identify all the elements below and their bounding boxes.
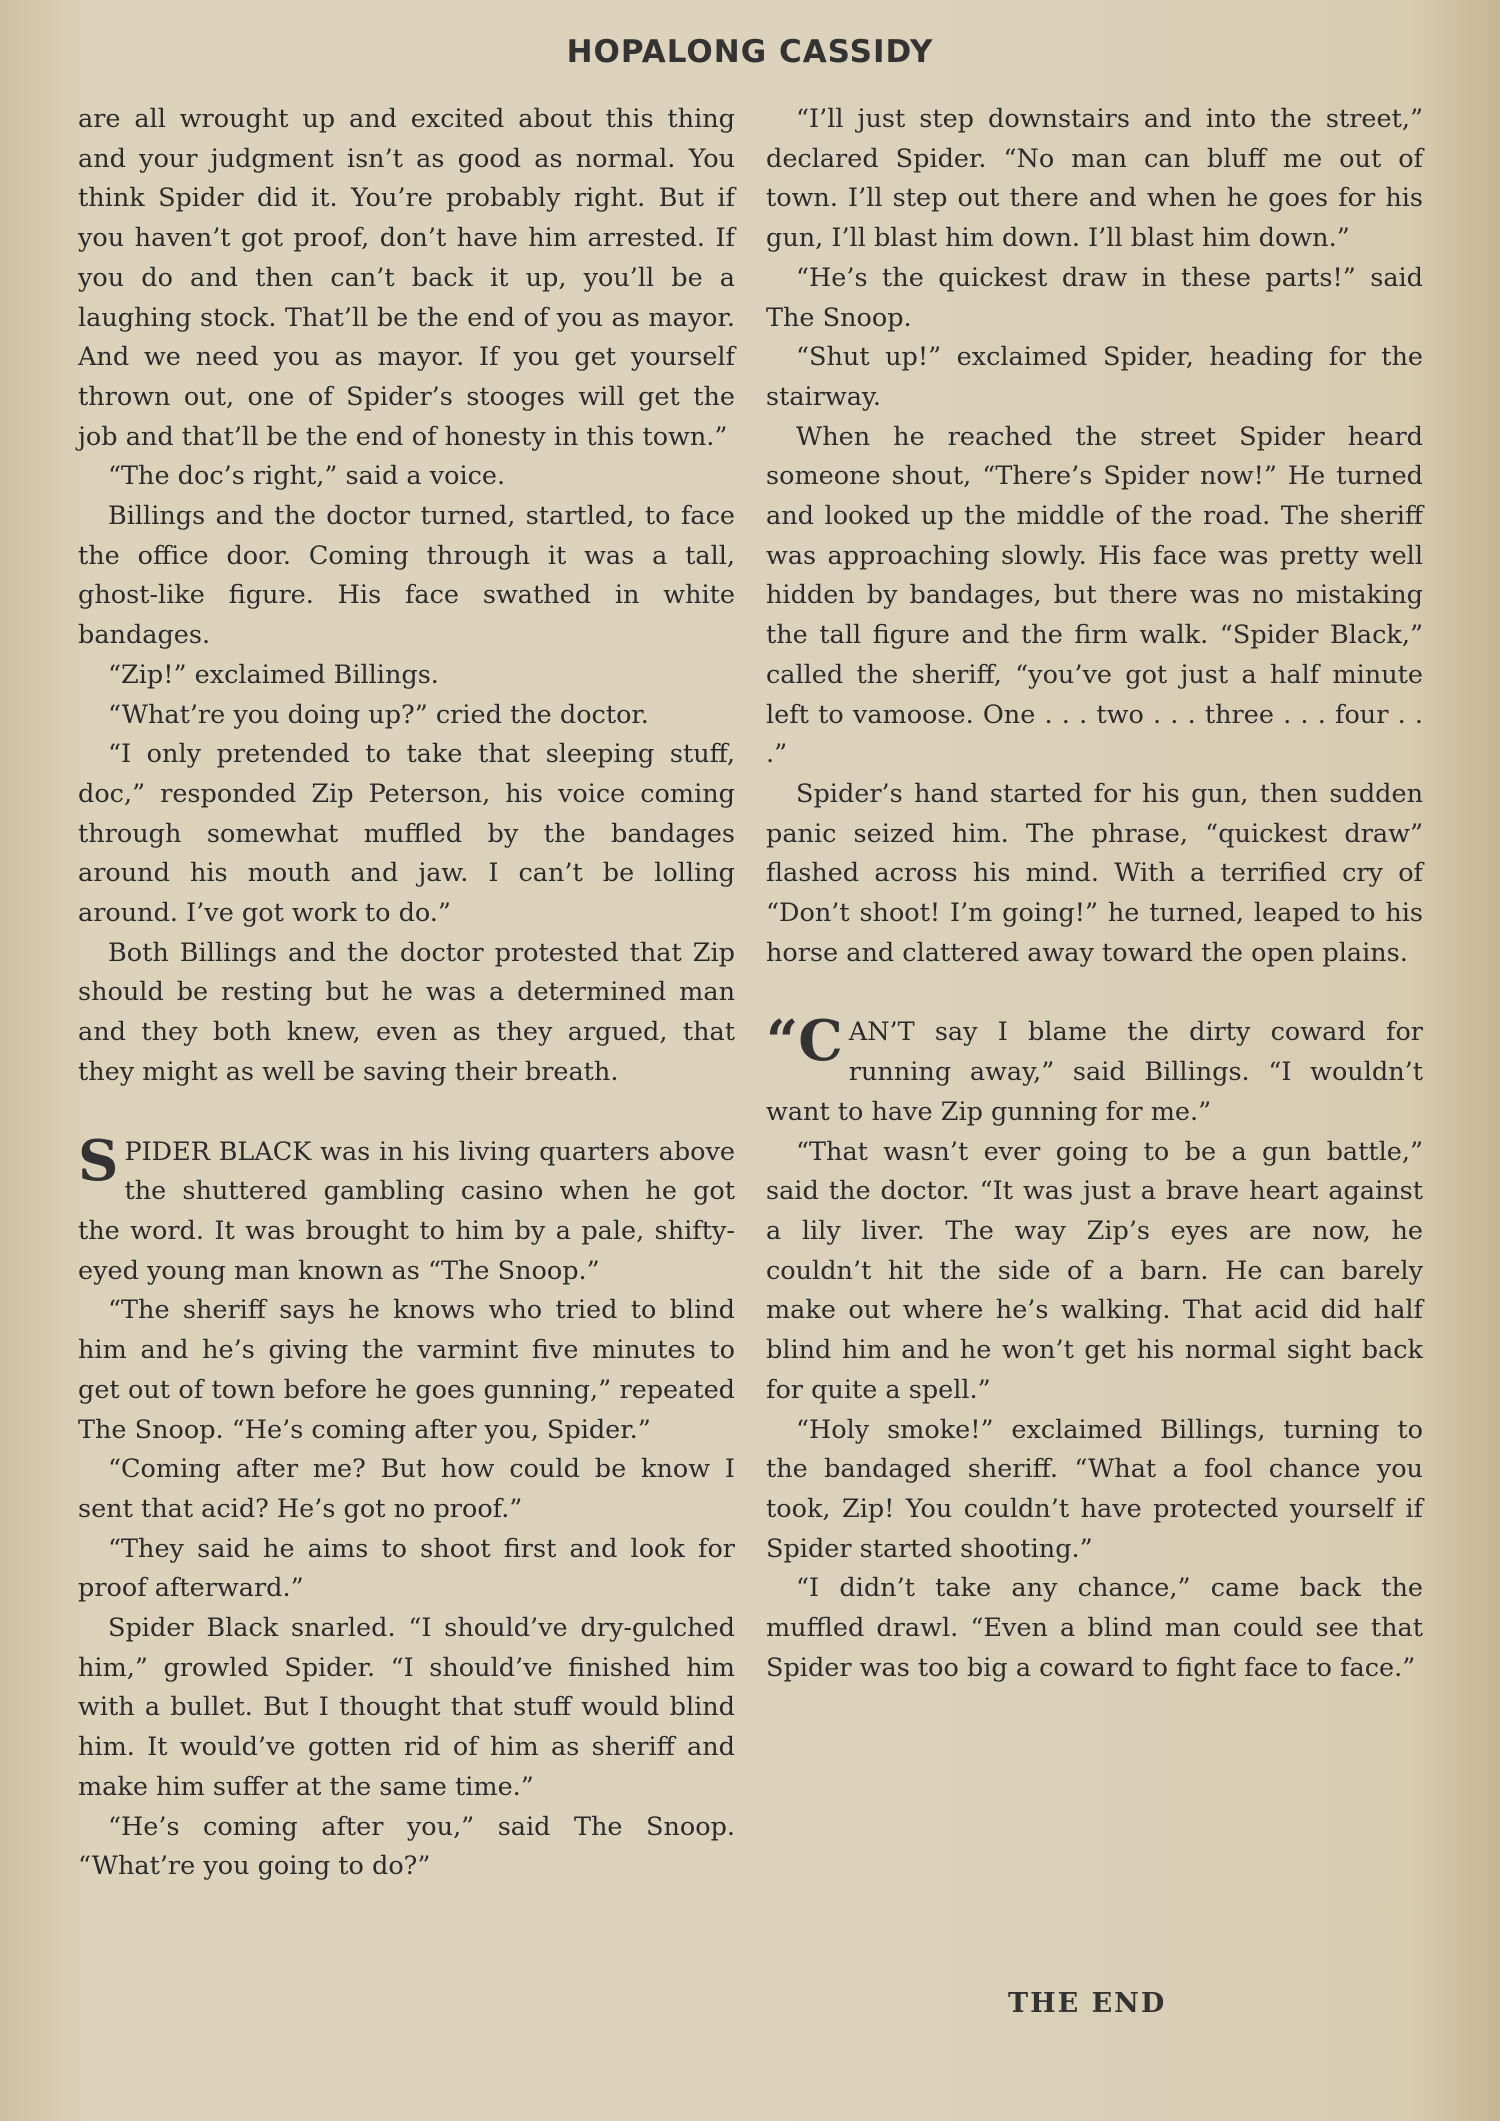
paragraph: When he reached the street Spider heard someone shout, “There’s Spider now!” He turned and looked up the middle of the road. The sheriff was approaching slowly. His face was pretty well hidden by bandages, but there was no mistaking the tall figure and the firm walk. “Spider Black,” called the sheriff, “you’ve got just a half minute left to vamoose. One . . . two . . . three . . . four . . .” <box>766 421 1423 770</box>
paragraph: Both Billings and the doctor protested that Zip should be resting but he was a determined man and they both knew, even as they argued, that they might as well be saving their breath. <box>78 937 735 1087</box>
running-header: HOPALONG CASSIDY <box>566 34 934 70</box>
opening-quote-mark: “ <box>766 1008 799 1075</box>
drop-cap-char: C <box>798 1008 843 1075</box>
drop-cap-letter: S <box>78 1127 119 1194</box>
paragraph: “The sheriff says he knows who tried to blind him and he’s giving the varmint five minutes to get out of town before he goes gunning,” repeated The Snoop. “He’s coming after you, Spider.” <box>78 1295 735 1445</box>
paragraph: Spider Black snarled. “I should’ve dry-gulched him,” growled Spider. “I should’ve finished him with a bullet. But I thought that stuff would blind him. It would’ve gotten rid of him as sheriff and make him suffer at the same time.” <box>78 1613 735 1802</box>
section-opening-text: say I blame the dirty coward for running away,” said Billings. “I wouldn’t want to have Zip gunning for me.” <box>766 1017 1423 1127</box>
paragraph: “The doc’s right,” said a voice. <box>108 461 506 492</box>
drop-cap-letter <box>766 1008 843 1075</box>
section-lead-in: AN’T <box>848 1017 915 1048</box>
paragraph: “Coming after me? But how could be know I sent that acid? He’s got no proof.” <box>78 1454 735 1524</box>
paragraph: “I’ll just step downstairs and into the street,” declared Spider. “No man can bluff me out of town. I’ll step out there and when he goes for his gun, I’ll blast him down. I’ll blast him down.” <box>766 104 1423 254</box>
section-lead-in: PIDER BLACK <box>124 1136 312 1167</box>
paragraph: “What’re you doing up?” cried the doctor. <box>108 699 649 730</box>
section-opening-paragraph <box>78 1127 735 1292</box>
paragraph: “That wasn’t ever going to be a gun battle,” said the doctor. “It was just a brave heart against a lily liver. The way Zip’s eyes are now, he couldn’t hit the side of a barn. He can barely make out where he’s walking. That acid did half blind him and he won’t get his normal sight back for quite a spell.” <box>766 1136 1423 1405</box>
section-opening-text: was in his living quarters above the shuttered gambling casino when he got the word. It was brought to him by a pale, shifty-eyed young man known as “The Snoop.” <box>78 1136 735 1286</box>
paragraph: “Shut up!” exclaimed Spider, heading for the stairway. <box>766 342 1423 412</box>
paragraph: “Zip!” exclaimed Billings. <box>108 659 439 690</box>
paragraph: Spider’s hand started for his gun, then sudden panic seized him. The phrase, “quickest draw” flashed across his mind. With a terrified cry of “Don’t shoot! I’m going!” he turned, leaped to his horse and clattered away toward the open plains. <box>766 778 1423 968</box>
paragraph: “He’s the quickest draw in these parts!” said The Snoop. <box>766 262 1423 333</box>
paragraph: “He’s coming after you,” said The Snoop. “What’re you going to do?” <box>78 1811 735 1882</box>
right-column <box>766 100 1423 1688</box>
paragraph: “I didn’t take any chance,” came back the muffled drawl. “Even a blind man could see that Spider was too big a coward to fight face to face.” <box>766 1573 1423 1683</box>
left-column <box>78 100 735 1887</box>
paragraph: “I only pretended to take that sleeping stuff, doc,” responded Zip Peterson, his voice coming through somewhat muffled by the bandages around his mouth and jaw. I can’t be lolling around. I’ve got work to do.” <box>78 739 735 929</box>
paragraph: are all wrought up and excited about this thing and your judgment isn’t as good as normal. You think Spider did it. You’re probably right. But if you haven’t got proof, don’t have him arrested. If you do and then can’t back it up, you’ll be a laughing stock. That’ll be the end of you as mayor. And we need you as mayor. If you get yourself thrown out, one of Spider’s stooges will get the job and that’ll be the end of honesty in this town.” <box>78 104 735 452</box>
paragraph: “Holy smoke!” exclaimed Billings, turning to the bandaged sheriff. “What a fool chance you took, Zip! You couldn’t have protected yourself if Spider started shooting.” <box>766 1414 1423 1564</box>
the-end-label: THE END <box>1008 1988 1167 2019</box>
paragraph: Billings and the doctor turned, startled, to face the office door. Coming through it was a tall, ghost-like figure. His face swathed in white bandages. <box>78 501 735 651</box>
section-opening-paragraph <box>766 1008 1423 1132</box>
paragraph: “They said he aims to shoot first and look for proof afterward.” <box>78 1533 735 1604</box>
